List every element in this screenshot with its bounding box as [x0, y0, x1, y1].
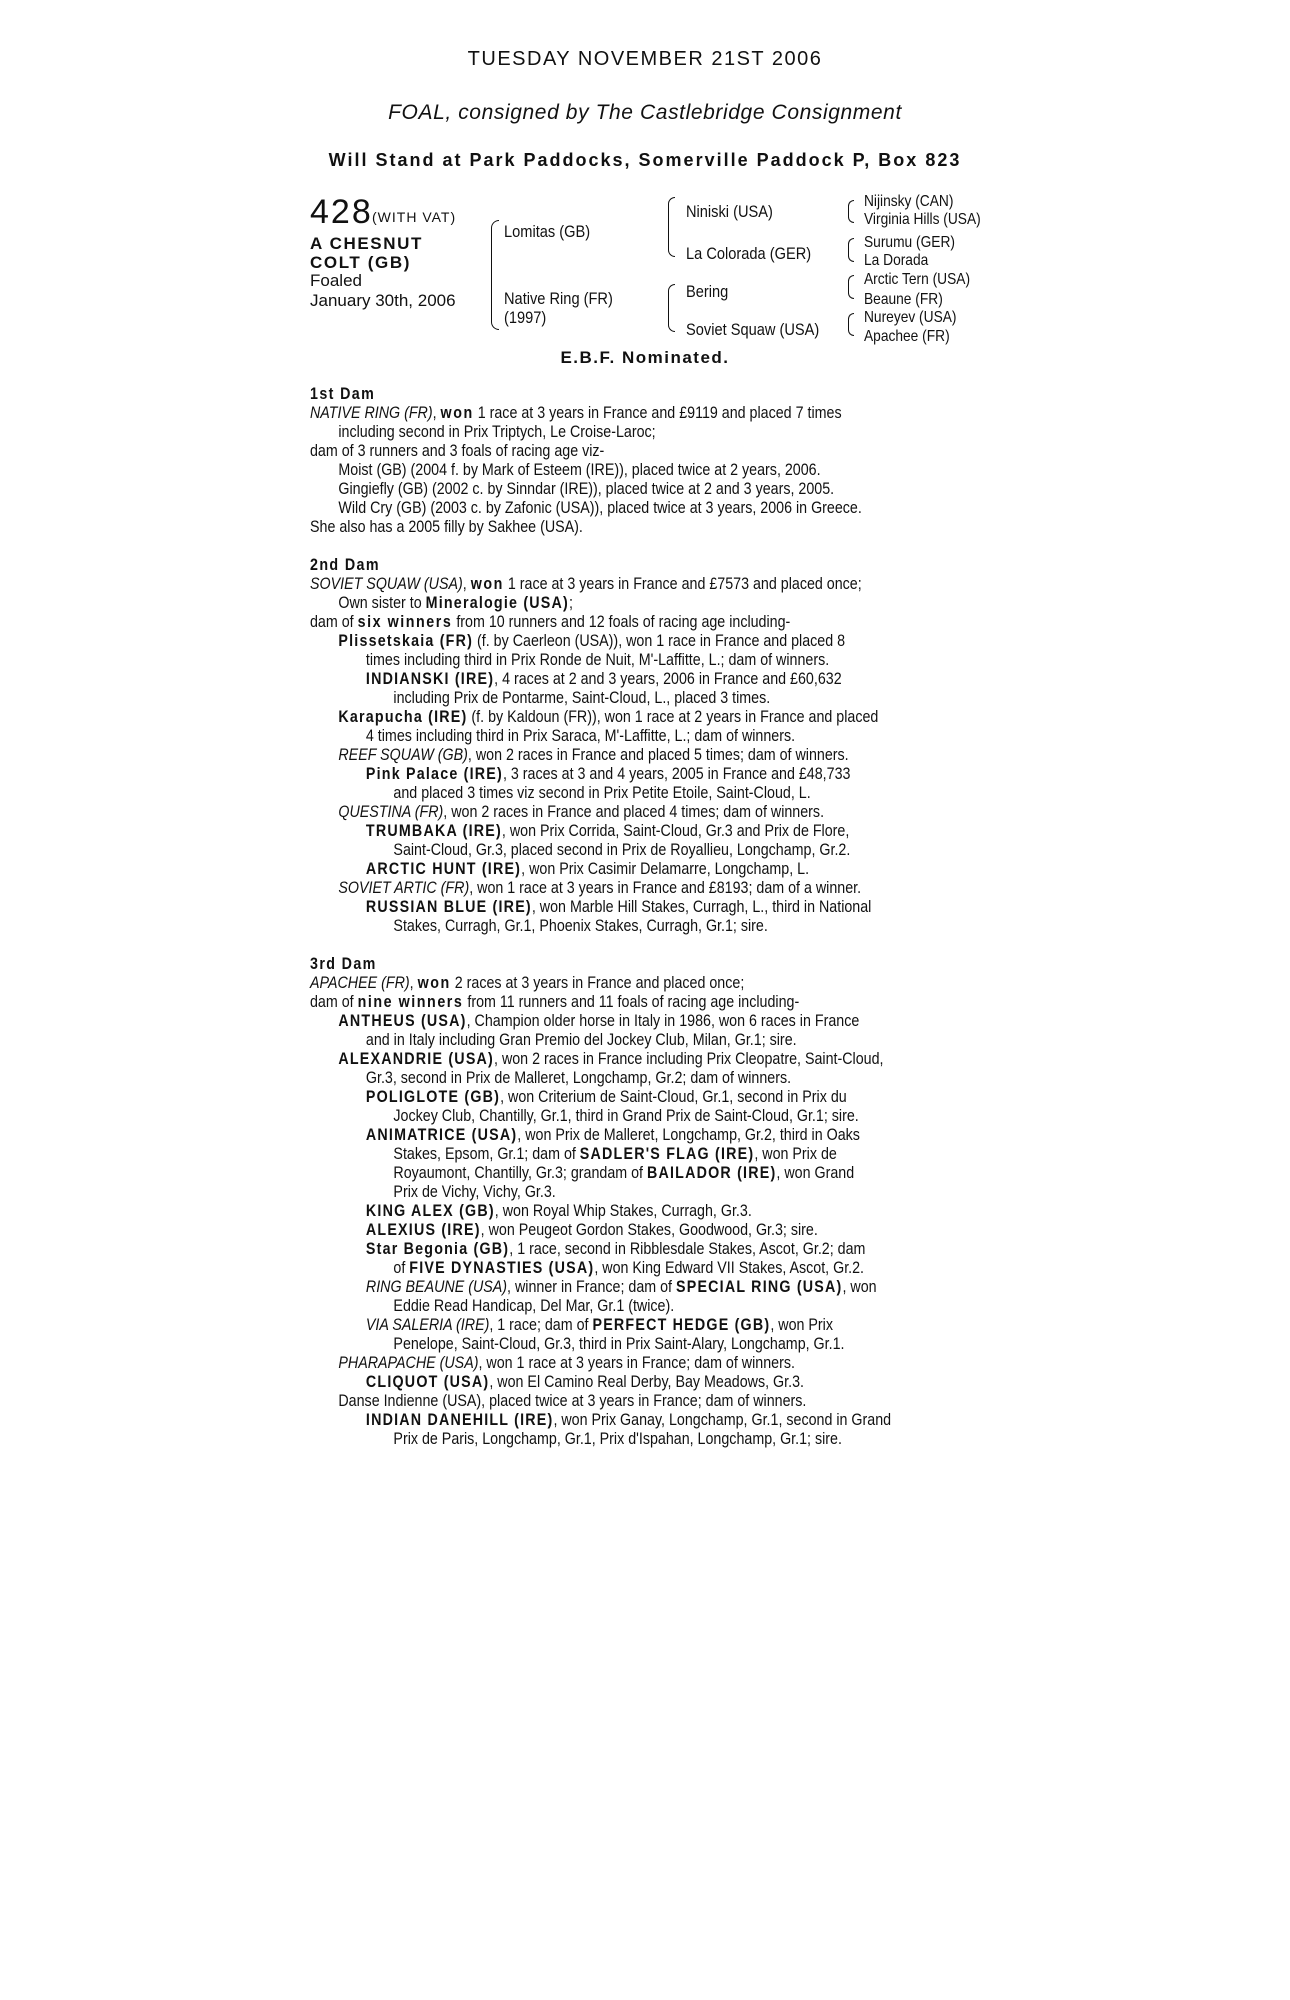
text-segment: ;	[568, 593, 573, 612]
horse-name: FIVE DYNASTIES (USA)	[409, 1258, 595, 1277]
text-line: including second in Prix Triptych, Le Croise-Laroc;	[338, 422, 656, 441]
text-line	[310, 1277, 1256, 1296]
text-segment: (f. by Kaldoun (FR)), won 1 race at 2 years in France and placed	[467, 707, 879, 726]
text-segment: Stakes, Epsom, Gr.1; dam of	[393, 1144, 580, 1163]
pedigree-ggp-4: La Dorada	[864, 252, 929, 269]
text-line: 4 times including third in Prix Saraca, M'-Laffitte, L.; dam of winners.	[365, 726, 796, 745]
horse-name: PERFECT HEDGE (GB)	[592, 1315, 771, 1334]
text-segment: 1 race at 3 years in France and £7573 and placed once;	[503, 574, 862, 593]
pedigree-brace-dam	[668, 284, 675, 332]
dam-records	[310, 384, 1256, 1448]
text-segment: , won Peugeot Gordon Stakes, Goodwood, Gr.3; sire.	[480, 1220, 818, 1239]
text-line: Danse Indienne (USA), placed twice at 3 years in France; dam of winners.	[338, 1391, 807, 1410]
text-line: Penelope, Saint-Cloud, Gr.3, third in Prix Saint-Alary, Longchamp, Gr.1.	[393, 1334, 845, 1353]
text-line	[310, 1049, 1256, 1068]
text-line	[310, 1201, 1256, 1220]
text-segment: , won Prix	[770, 1315, 834, 1334]
won-word: won	[417, 973, 451, 992]
dam-name: REEF SQUAW (GB)	[338, 745, 468, 764]
horse-name: Mineralogie (USA)	[425, 593, 569, 612]
horse-name: SPECIAL RING (USA)	[675, 1277, 843, 1296]
winners-count: nine winners	[357, 992, 464, 1011]
horse-name: INDIAN DANEHILL (IRE)	[365, 1410, 554, 1429]
lot-foaled	[310, 271, 510, 311]
horse-name: ALEXANDRIE (USA)	[338, 1049, 495, 1068]
text-line	[310, 992, 1256, 1011]
text-line: times including third in Prix Ronde de Nuit, M'-Laffitte, L.; dam of winners.	[365, 650, 830, 669]
text-segment: , won	[842, 1277, 877, 1296]
text-segment: Royaumont, Chantilly, Gr.3; grandam of	[393, 1163, 647, 1182]
text-segment: , 1 race, second in Ribblesdale Stakes, Ascot, Gr.2; dam	[509, 1239, 866, 1258]
consignment-line: FOAL, consigned by The Castlebridge Consignment	[388, 101, 902, 124]
text-segment: from 11 runners and 11 foals of racing age including-	[463, 992, 800, 1011]
text-line	[310, 631, 1256, 650]
horse-name: ANTHEUS (USA)	[338, 1011, 467, 1030]
second-dam-heading: 2nd Dam	[310, 555, 380, 574]
text-line	[310, 593, 1256, 612]
text-line	[310, 1125, 1256, 1144]
horse-name: TRUMBAKA (IRE)	[365, 821, 502, 840]
pedigree-dam-dam: Soviet Squaw (USA)	[686, 320, 820, 339]
text-line: and placed 3 times viz second in Prix Petite Etoile, Saint-Cloud, L.	[393, 783, 811, 802]
text-segment: dam of	[310, 992, 358, 1011]
horse-name: BAILADOR (IRE)	[646, 1163, 777, 1182]
pedigree-brace-gg4	[848, 313, 854, 336]
horse-name: Star Begonia (GB)	[365, 1239, 510, 1258]
pedigree-sire-dam: La Colorada (GER)	[686, 244, 812, 263]
pedigree-brace-main	[491, 220, 499, 330]
first-dam-line: NATIVE RING (FR), won 1 race at 3 years in France and £9119 and placed 7 times	[310, 403, 842, 422]
text-line	[310, 1087, 1256, 1106]
text-line	[310, 1011, 1256, 1030]
text-line	[310, 802, 1256, 821]
text-line	[310, 1372, 1256, 1391]
text-segment: 1 race at 3 years in France and £9119 and placed 7 times	[473, 403, 842, 422]
pedigree-ggp-1: Nijinsky (CAN)	[864, 193, 954, 210]
text-line	[310, 1163, 1256, 1182]
text-segment: , won Prix de	[754, 1144, 837, 1163]
text-segment: , 3 races at 3 and 4 years, 2005 in France and £48,733	[502, 764, 851, 783]
text-segment: Own sister to	[338, 593, 426, 612]
text-segment: 2 races at 3 years in France and placed once;	[450, 973, 745, 992]
horse-name: Plissetskaia (FR)	[338, 631, 474, 650]
pedigree-ggp-7: Nureyev (USA)	[864, 309, 957, 326]
text-line	[310, 821, 1256, 840]
text-segment: , won 2 races in France including Prix Cleopatre, Saint-Cloud,	[494, 1049, 884, 1068]
pedigree-dam-sire: Bering	[686, 282, 729, 301]
text-line	[310, 1353, 1256, 1372]
text-line: Stakes, Curragh, Gr.1, Phoenix Stakes, Curragh, Gr.1; sire.	[393, 916, 768, 935]
text-segment: , won El Camino Real Derby, Bay Meadows, Gr.3.	[489, 1372, 804, 1391]
text-segment: , 4 races at 2 and 3 years, 2006 in France and £60,632	[494, 669, 842, 688]
pedigree-dam-year: (1997)	[504, 308, 547, 327]
produce-line: Gingiefly (GB) (2002 c. by Sinndar (IRE)), placed twice at 2 and 3 years, 2005.	[338, 479, 835, 498]
text-line	[310, 859, 1256, 878]
text-line	[310, 745, 1256, 764]
text-segment: , won 1 race at 3 years in France and £8193; dam of a winner.	[469, 878, 862, 897]
text-line	[310, 707, 1256, 726]
text-segment: , won Royal Whip Stakes, Curragh, Gr.3.	[494, 1201, 752, 1220]
text-line: Prix de Paris, Longchamp, Gr.1, Prix d'Ispahan, Longchamp, Gr.1; sire.	[393, 1429, 842, 1448]
text-line: including Prix de Pontarme, Saint-Cloud, L., placed 3 times.	[393, 688, 771, 707]
text-segment: , winner in France; dam of	[507, 1277, 676, 1296]
pedigree-ggp-8: Apachee (FR)	[864, 328, 950, 345]
text-segment: , won King Edward VII Stakes, Ascot, Gr.2.	[594, 1258, 865, 1277]
third-dam-line: APACHEE (FR), won 2 races at 3 years in France and placed once;	[310, 973, 745, 992]
dam-name: NATIVE RING (FR)	[310, 403, 433, 422]
horse-name: INDIANSKI (IRE)	[365, 669, 495, 688]
text-segment: , won Prix de Malleret, Longchamp, Gr.2, third in Oaks	[517, 1125, 860, 1144]
text-line: Saint-Cloud, Gr.3, placed second in Prix de Royallieu, Longchamp, Gr.2.	[393, 840, 851, 859]
text-segment: , won Grand	[776, 1163, 855, 1182]
text-line	[310, 1410, 1256, 1429]
text-line: and in Italy including Gran Premio del Jockey Club, Milan, Gr.1; sire.	[365, 1030, 797, 1049]
text-line	[310, 1239, 1256, 1258]
text-line	[310, 1220, 1256, 1239]
text-segment: from 10 runners and 12 foals of racing age including-	[452, 612, 791, 631]
text-segment: , won Prix Corrida, Saint-Cloud, Gr.3 and Prix de Flore,	[501, 821, 850, 840]
pedigree-sire: Lomitas (GB)	[504, 222, 591, 241]
pedigree-ggp-6: Beaune (FR)	[864, 291, 943, 308]
lot-vat: (WITH VAT)	[372, 209, 457, 225]
text-segment: , 1 race; dam of	[489, 1315, 593, 1334]
winners-count: six winners	[357, 612, 453, 631]
text-segment: of	[393, 1258, 410, 1277]
text-line	[310, 897, 1256, 916]
stand-location: Will Stand at Park Paddocks, Somerville Paddock P, Box 823	[328, 150, 962, 170]
pedigree-brace-gg3	[848, 275, 854, 299]
text-segment: , won 2 races in France and placed 4 times; dam of winners.	[443, 802, 825, 821]
dam-name: SOVIET ARTIC (FR)	[338, 878, 470, 897]
pedigree-brace-sire	[668, 197, 675, 257]
pedigree-dam: Native Ring (FR)	[504, 289, 613, 308]
text-segment: dam of	[310, 612, 358, 631]
first-dam-heading: 1st Dam	[310, 384, 376, 403]
text-line: dam of 3 runners and 3 foals of racing age viz-	[310, 441, 605, 460]
horse-name: POLIGLOTE (GB)	[365, 1087, 501, 1106]
text-segment: , won 1 race at 3 years in France; dam of winners.	[478, 1353, 795, 1372]
horse-name: ARCTIC HUNT (IRE)	[365, 859, 522, 878]
sale-date: TUESDAY NOVEMBER 21ST 2006	[467, 48, 823, 70]
text-line	[310, 878, 1256, 897]
horse-name: Karapucha (IRE)	[338, 707, 468, 726]
pedigree-brace-gg1	[848, 200, 854, 223]
foaled-date: January 30th, 2006	[310, 291, 456, 310]
text-segment: , won Prix Ganay, Longchamp, Gr.1, second in Grand	[553, 1410, 892, 1429]
dam-name: APACHEE (FR)	[310, 973, 410, 992]
text-line: She also has a 2005 filly by Sakhee (USA).	[310, 517, 583, 536]
second-dam-line: SOVIET SQUAW (USA), won 1 race at 3 years in France and £7573 and placed once;	[310, 574, 862, 593]
text-line	[310, 1315, 1256, 1334]
dam-name: QUESTINA (FR)	[338, 802, 444, 821]
text-segment: , Champion older horse in Italy in 1986, won 6 races in France	[466, 1011, 860, 1030]
won-word: won	[470, 574, 504, 593]
horse-name: CLIQUOT (USA)	[365, 1372, 490, 1391]
text-line: Eddie Read Handicap, Del Mar, Gr.1 (twice).	[393, 1296, 675, 1315]
text-line: Prix de Vichy, Vichy, Gr.3.	[393, 1182, 556, 1201]
lot-number: 428	[310, 193, 373, 231]
pedigree-brace-gg2	[848, 238, 854, 262]
pedigree-ggp-3: Surumu (GER)	[864, 234, 955, 251]
text-line	[310, 612, 1256, 631]
text-line	[310, 1144, 1256, 1163]
text-line	[310, 669, 1256, 688]
horse-name: KING ALEX (GB)	[365, 1201, 495, 1220]
third-dam-heading: 3rd Dam	[310, 954, 377, 973]
pedigree-sire-sire: Niniski (USA)	[686, 202, 773, 221]
text-segment: , won Criterium de Saint-Cloud, Gr.1, second in Prix du	[500, 1087, 847, 1106]
text-line: Jockey Club, Chantilly, Gr.1, third in Grand Prix de Saint-Cloud, Gr.1; sire.	[393, 1106, 859, 1125]
horse-name: SADLER'S FLAG (IRE)	[579, 1144, 755, 1163]
horse-name: Pink Palace (IRE)	[365, 764, 503, 783]
pedigree-ggp-5: Arctic Tern (USA)	[864, 271, 971, 288]
pedigree-ggp-2: Virginia Hills (USA)	[864, 211, 981, 228]
dam-name: PHARAPACHE (USA)	[338, 1353, 479, 1372]
text-segment: , won Marble Hill Stakes, Curragh, L., third in National	[531, 897, 872, 916]
won-word: won	[440, 403, 474, 422]
dam-name: SOVIET SQUAW (USA)	[310, 574, 463, 593]
horse-name: ALEXIUS (IRE)	[365, 1220, 481, 1239]
horse-name: ANIMATRICE (USA)	[365, 1125, 518, 1144]
text-segment: , won 2 races in France and placed 5 times; dam of winners.	[467, 745, 849, 764]
dam-name: RING BEAUNE (USA)	[365, 1277, 508, 1296]
foaled-label: Foaled	[310, 271, 362, 290]
produce-line: Moist (GB) (2004 f. by Mark of Esteem (IRE)), placed twice at 2 years, 2006.	[338, 460, 821, 479]
text-line: Gr.3, second in Prix de Malleret, Longchamp, Gr.2; dam of winners.	[365, 1068, 792, 1087]
horse-name: RUSSIAN BLUE (IRE)	[365, 897, 532, 916]
text-line	[310, 1258, 1256, 1277]
text-segment: , won Prix Casimir Delamarre, Longchamp, L.	[521, 859, 810, 878]
text-segment: (f. by Caerleon (USA)), won 1 race in France and placed 8	[473, 631, 846, 650]
dam-name: VIA SALERIA (IRE)	[365, 1315, 490, 1334]
produce-line: Wild Cry (GB) (2003 c. by Zafonic (USA)), placed twice at 3 years, 2006 in Greece.	[338, 498, 862, 517]
text-line	[310, 764, 1256, 783]
lot-description: A CHESNUT COLT (GB)	[310, 234, 423, 272]
ebf-nominated: E.B.F. Nominated.	[560, 348, 730, 367]
